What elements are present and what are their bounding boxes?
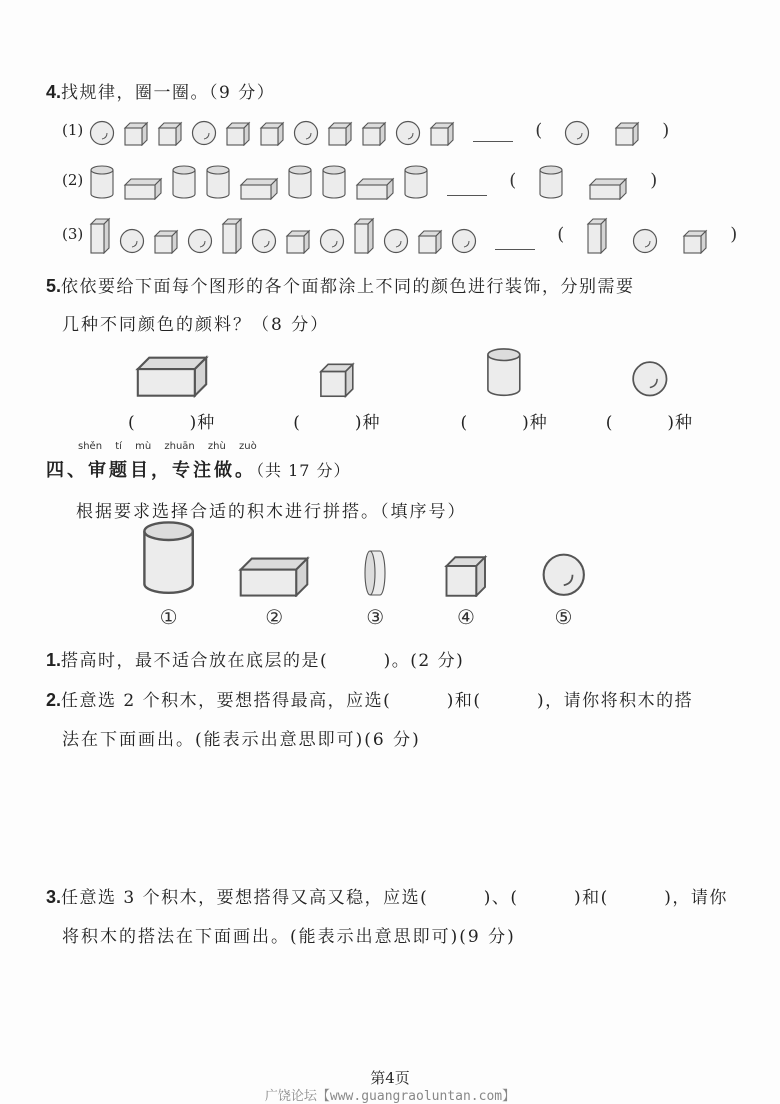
sphere-icon [191, 120, 217, 146]
answer-blank[interactable]: ( )种 [293, 413, 381, 433]
block-number: ④ [456, 605, 475, 629]
cube-icon [318, 350, 356, 398]
cube-icon [285, 228, 311, 254]
tall-icon [89, 216, 111, 254]
q5-figure-cube [293, 350, 380, 433]
option-sphere-icon[interactable] [632, 228, 658, 254]
q4-title: 4.找规律，圈一圈。（9 分） [46, 82, 276, 103]
option-tall-icon[interactable] [586, 216, 608, 254]
sphere-icon [319, 228, 345, 254]
s4-q2-line-1: 2.任意选 2 个积木，要想搭得最高，应选( )和( )，请你将积木的搭 [46, 690, 694, 711]
s4-q3-line-2: 将积木的搭法在下面画出。(能表示出意思即可)(9 分) [62, 927, 516, 947]
cylinder-icon [205, 164, 231, 200]
block-4 [443, 535, 489, 629]
s4-q1-answer-text[interactable]: 搭高时，最不适合放在底层的是( )。(2 分) [61, 651, 465, 671]
option-sphere-icon[interactable] [564, 120, 590, 146]
sphere-icon [451, 228, 477, 254]
block-1 [140, 535, 197, 629]
q5-line-1: 5.依依要给下面每个图形的各个面都涂上不同的颜色进行装饰，分别需要 [46, 276, 635, 297]
s4-q3-line-1: 3.任意选 3 个积木，要想搭得又高又稳，应选( )、( )和( )，请你 [46, 887, 728, 908]
sphere-icon [631, 350, 669, 398]
s4-q2-drawing-area[interactable] [62, 755, 712, 865]
q4-row-2 [62, 160, 663, 200]
q4-row-3 [62, 214, 743, 254]
sphere-icon [293, 120, 319, 146]
box-icon [239, 176, 279, 200]
section-pinyin: shěn tí mù zhuān zhù zuò [78, 441, 257, 452]
open-paren: ( [557, 223, 565, 245]
q5-figure-cylinder [461, 350, 548, 433]
close-paren: ) [730, 223, 738, 245]
block-options [140, 535, 586, 629]
block-number: ⑤ [554, 605, 573, 629]
cylinder-icon [287, 164, 313, 200]
answer-blank[interactable] [447, 195, 487, 196]
option-cylinder-icon[interactable] [538, 164, 564, 200]
tall-icon [221, 216, 243, 254]
s4-q2-line-2: 法在下面画出。(能表示出意思即可)(6 分) [62, 730, 421, 750]
cube-icon [361, 120, 387, 146]
s4-q3-drawing-area[interactable] [62, 955, 712, 1055]
cube-icon [153, 228, 179, 254]
cylinder-icon [485, 350, 523, 398]
cylinder-icon [403, 164, 429, 200]
tall-icon [353, 216, 375, 254]
watermark: 广饶论坛【www.guangraoluntan.com】 [264, 1089, 516, 1104]
cube-icon [157, 120, 183, 146]
block-number: ③ [366, 605, 385, 629]
sphere-icon [89, 120, 115, 146]
box-icon [355, 176, 395, 200]
cube-icon [443, 535, 489, 597]
box-icon [123, 176, 163, 200]
sphere-icon [187, 228, 213, 254]
block-2 [237, 535, 311, 629]
answer-blank[interactable]: ( )种 [128, 413, 216, 433]
cylinder-icon [140, 535, 197, 597]
close-paren: ) [662, 119, 670, 141]
row-label: (3) [62, 225, 84, 243]
open-paren: ( [535, 119, 543, 141]
section-instruction: 根据要求选择合适的积木进行拼搭。（填序号） [76, 502, 467, 522]
section-title: 四、审题目，专注做。（共 17 分） [46, 460, 351, 481]
cube-icon [225, 120, 251, 146]
cube-icon [259, 120, 285, 146]
option-box-icon[interactable] [588, 176, 628, 200]
close-paren: ) [650, 169, 658, 191]
sphere-icon [251, 228, 277, 254]
answer-blank[interactable] [495, 249, 535, 250]
sphere-icon [383, 228, 409, 254]
q5-figure-box [128, 350, 215, 433]
q5-line-2: 几种不同颜色的颜料？（8 分） [62, 315, 330, 335]
answer-blank[interactable]: ( )种 [605, 413, 694, 433]
box-icon [237, 535, 311, 597]
disc-icon [363, 535, 387, 597]
q5-figure-sphere [606, 350, 693, 433]
block-number: ① [159, 605, 178, 629]
block-3 [363, 535, 387, 629]
q4-row-1 [62, 114, 675, 146]
sphere-icon [541, 535, 587, 597]
block-5 [541, 535, 587, 629]
answer-blank[interactable]: ( )种 [460, 413, 548, 433]
q5-figures [128, 350, 693, 433]
cylinder-icon [171, 164, 197, 200]
answer-blank[interactable] [473, 141, 513, 142]
cylinder-icon [89, 164, 115, 200]
box-icon [134, 350, 210, 398]
s4-q1: 1.搭高时，最不适合放在底层的是( )。(2 分) [46, 650, 465, 671]
sphere-icon [119, 228, 145, 254]
cube-icon [429, 120, 455, 146]
sphere-icon [395, 120, 421, 146]
cube-icon [123, 120, 149, 146]
option-cube-icon[interactable] [614, 120, 640, 146]
block-number: ② [265, 605, 284, 629]
cube-icon [417, 228, 443, 254]
row-label: (1) [62, 121, 84, 139]
page-number: 第4页 [370, 1069, 410, 1087]
cube-icon [327, 120, 353, 146]
cylinder-icon [321, 164, 347, 200]
row-label: (2) [62, 171, 84, 189]
option-cube-icon[interactable] [682, 228, 708, 254]
open-paren: ( [509, 169, 517, 191]
